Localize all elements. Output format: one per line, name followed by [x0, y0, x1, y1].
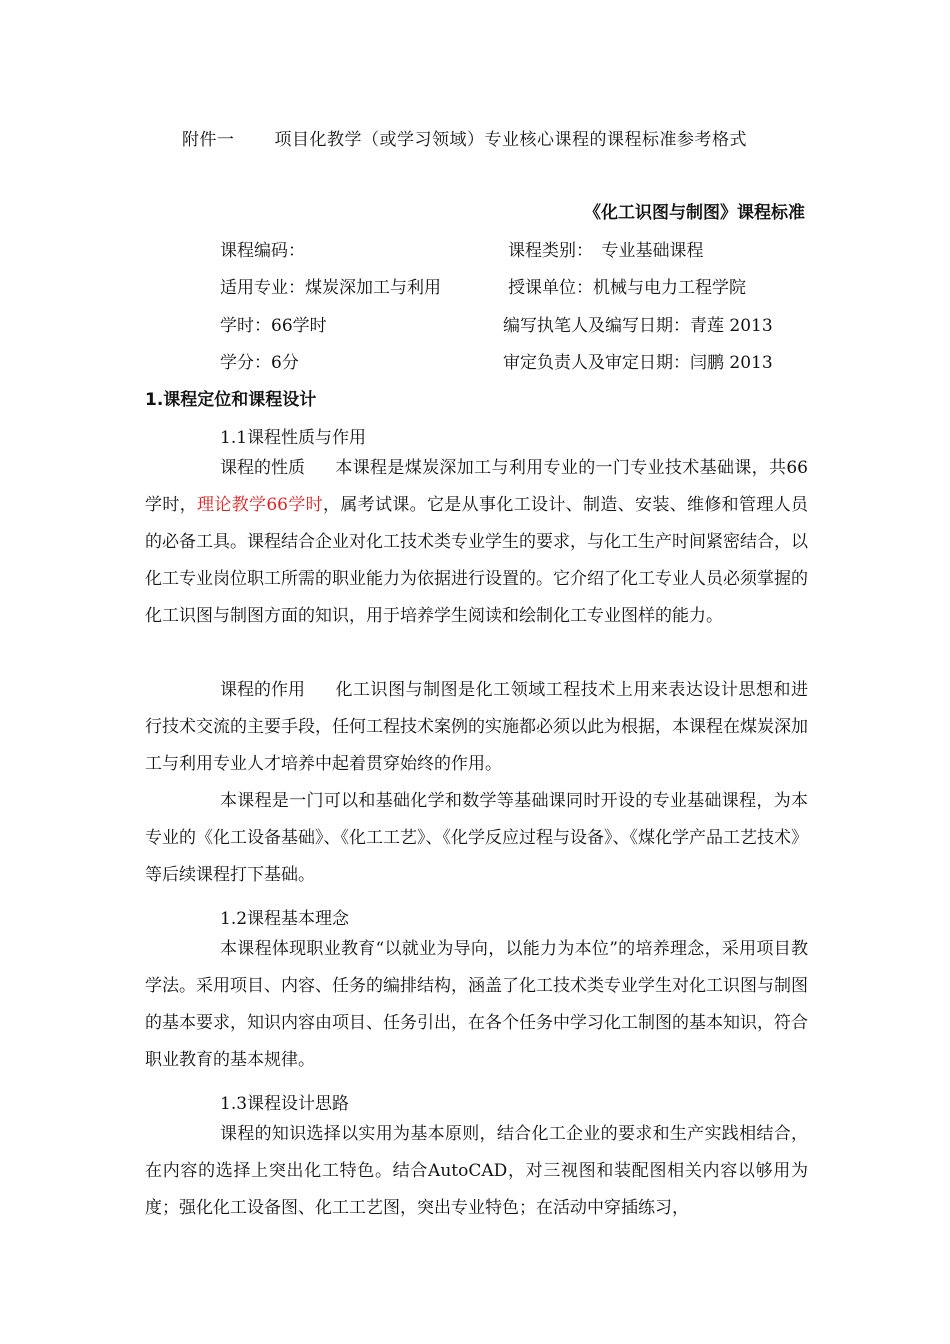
design-paragraph: 课程的知识选择以实用为基本原则，结合化工企业的要求和生产实践相结合，在内容的选择上突出化工特色。结合AutoCAD，对三视图和装配图相关内容以够用为度；强化化工设备图、化工工艺图，突出专业特色；在活动中穿插练习， — [145, 1124, 808, 1218]
course-type: 课程类别： 专业基础课程 — [508, 241, 704, 261]
class-hours: 学时：66学时 — [220, 316, 327, 336]
course-nature-paragraph: 课程的性质 本课程是煤炭深加工与利用专业的一门专业技术基础课，共66学时，理论教学66学时，属考试课。它是从事化工设计、制造、安装、维修和管理人员的必备工具。课程结合企业对化工技术类专业学生的要求，与化工生产时间紧密结合，以化工专业岗位职工所需的职业能力为依据进行设置的。它介绍了化工专业人员必须掌握的化工识图与制图方面的知识，用于培养学生阅读和绘制化工专业图样的能力。 — [145, 450, 808, 635]
document-title: 《化工识图与制图》课程标准 — [584, 203, 805, 223]
philosophy-paragraph: 本课程体现职业教育“以就业为导向，以能力为本位”的培养理念，采用项目教学法。采用项目、内容、任务的编排结构，涵盖了化工技术类专业学生对化工识图与制图的基本要求，知识内容由项目、任务引出，在各个任务中学习化工制图的基本知识，符合职业教育的基本规律。 — [145, 939, 808, 1070]
section-1-2-heading: 1.2课程基本理念 — [220, 909, 350, 929]
section-1-3-heading: 1.3课程设计思路 — [220, 1094, 350, 1114]
highlighted-hours: 理论教学66学时 — [197, 495, 323, 515]
attachment-heading — [182, 125, 747, 150]
course-nature-label: 课程的性质 — [220, 458, 305, 478]
credits: 学分：6分 — [220, 353, 299, 373]
author-date: 编写执笔人及编写日期：青莲 2013 — [503, 316, 773, 336]
prerequisite-paragraph: 本课程是一门可以和基础化学和数学等基础课同时开设的专业基础课程，为本专业的《化工设备基础》、《化工工艺》、《化学反应过程与设备》、《煤化学产品工艺技术》等后续课程打下基础。 — [145, 791, 808, 885]
teaching-unit: 授课单位：机械与电力工程学院 — [508, 278, 746, 298]
course-code: 课程编码： — [220, 241, 305, 261]
course-role-label: 课程的作用 — [220, 680, 305, 700]
attachment-title: 项目化教学（或学习领域）专业核心课程的课程标准参考格式 — [274, 130, 747, 150]
section-1-1-heading: 1.1课程性质与作用 — [220, 428, 367, 448]
course-role-paragraph: 课程的作用 化工识图与制图是化工领域工程技术上用来表达设计思想和进行技术交流的主要手段，任何工程技术案例的实施都必须以此为根据，本课程在煤炭深加工与利用专业人才培养中起着贯穿始终的作用。 — [145, 672, 808, 783]
section-1-heading: 1.课程定位和课程设计 — [145, 390, 317, 410]
attachment-label: 附件一 — [182, 130, 235, 150]
reviewer-date: 审定负责人及审定日期：闫鹏 2013 — [503, 353, 773, 373]
applicable-major: 适用专业：煤炭深加工与利用 — [220, 278, 441, 298]
